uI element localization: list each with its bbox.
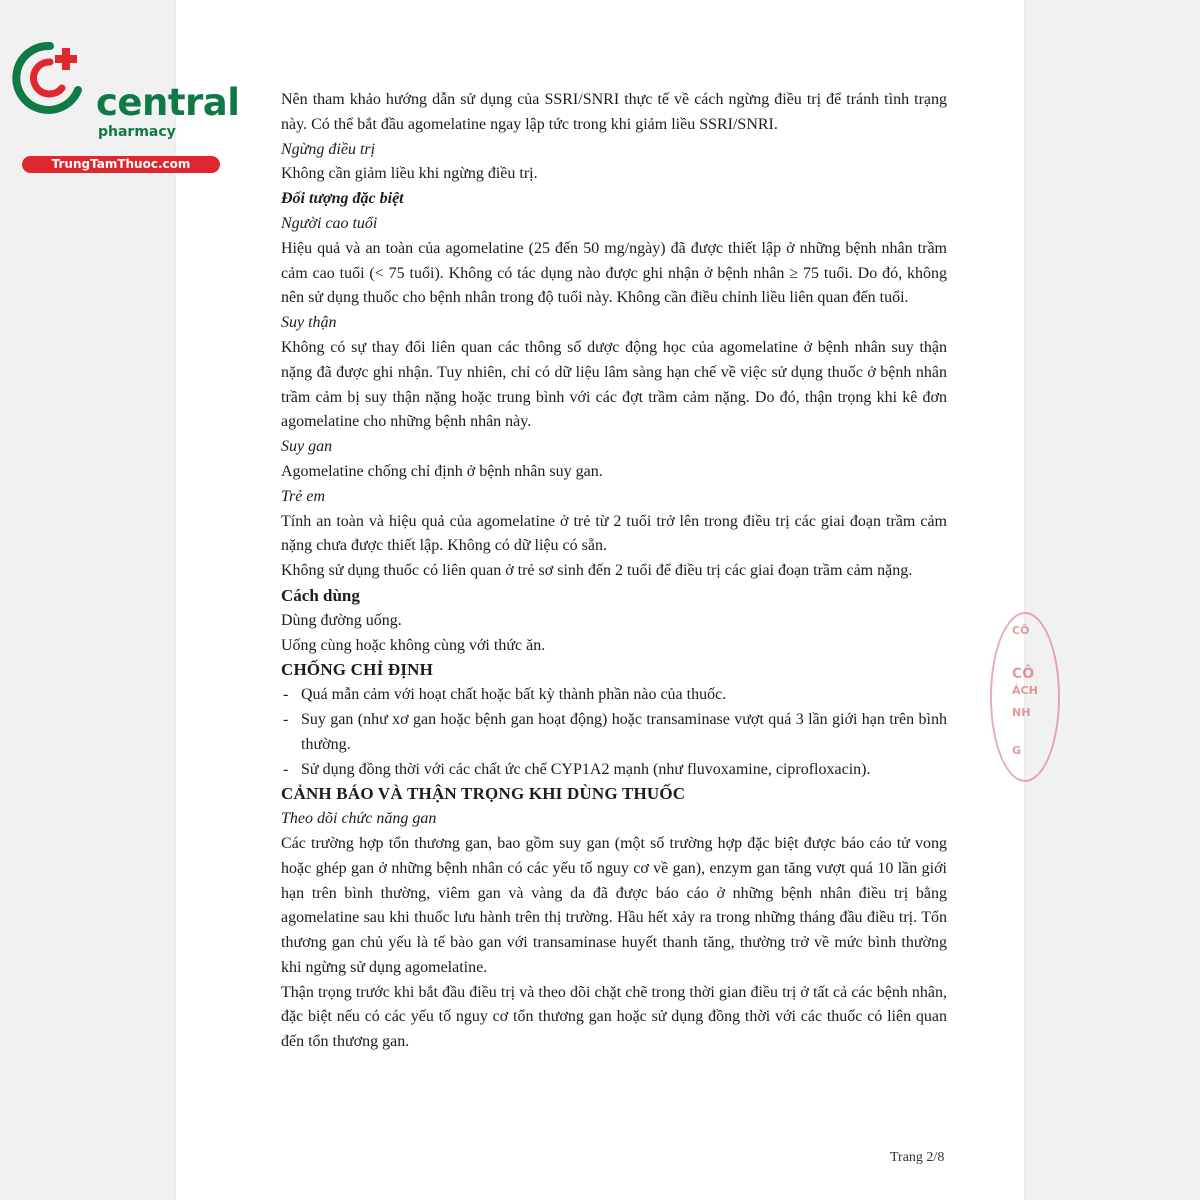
paragraph: Hiệu quả và an toàn của agomelatine (25 đến 50 mg/ngày) đã được thiết lập ở những bệnh nhân trầm cảm cao tuổi (< 75 tuổi). Không có tác dụng nào được ghi nhận ở bệnh nhân ≥ 75 tuổi. Do đó, không nên sử dụng thuốc cho bệnh nhân trong độ tuổi này. Không cần điều chỉnh liều liên quan đến tuổi. [281,239,947,307]
subheading-ngung-dieu-tri: Ngừng điều trị [281,140,376,158]
heading-canh-bao: CẢNH BÁO VÀ THẬN TRỌNG KHI DÙNG THUỐC [281,784,686,804]
central-pharmacy-logo[interactable] [10,38,240,171]
paragraph: Dùng đường uống. [281,611,402,629]
list-item: - Suy gan (như xơ gan hoặc bệnh gan hoạt động) hoặc transaminase vượt quá 3 lần giới hạn trên bình thường. [281,708,947,758]
subheading-suy-gan: Suy gan [281,438,333,456]
stamp-text: CÔ [1012,666,1035,682]
stamp-text: G [1012,744,1022,757]
list-item: - Quá mẫn cảm với hoạt chất hoặc bất kỳ thành phần nào của thuốc. [281,683,947,708]
stamp-text: CÔ [1012,624,1030,637]
subheading-theo-doi-chuc-nang-gan: Theo dõi chức năng gan [281,810,437,828]
paragraph: Thận trọng trước khi bắt đầu điều trị và theo dõi chặt chẽ trong thời gian điều trị ở tất cả các bệnh nhân, đặc biệt nếu có các yếu tố nguy cơ tổn thương gan hoặc sử dụng đồng thời với các thuốc có liên quan đến tổn thương gan. [281,983,947,1051]
paragraph: Agomelatine chống chỉ định ở bệnh nhân suy gan. [281,462,603,480]
subheading-suy-than: Suy thận [281,314,337,332]
logo-subtitle: pharmacy [98,124,176,140]
stamp-text: NH [1012,706,1031,719]
paragraph: Nên tham khảo hướng dẫn sử dụng của SSRI/SNRI thực tế về cách ngừng điều trị để tránh tình trạng này. Có thể bắt đầu agomelatine ngay lập tức trong khi giảm liều SSRI/SNRI. [281,91,947,133]
heading-doi-tuong-dac-biet: Đối tượng đặc biệt [281,190,404,208]
paragraph: Không cần giảm liều khi ngừng điều trị. [281,165,538,183]
page-number: Trang 2/8 [890,1150,945,1165]
heading-cach-dung: Cách dùng [281,585,360,605]
document-body [281,88,947,1055]
contraindication-list [281,683,947,782]
logo-name: central [96,81,240,124]
list-item: - Sử dụng đồng thời với các chất ức chế CYP1A2 mạnh (như fluvoxamine, ciprofloxacin). [281,758,947,783]
paragraph: Không có sự thay đổi liên quan các thông số dược động học của agomelatine ở bệnh nhân suy thận nặng đã được ghi nhận. Tuy nhiên, chỉ có dữ liệu lâm sàng hạn chế về việc sử dụng thuốc ở bệnh nhân trầm cảm bị suy thận nặng hoặc trung bình với các đợt trầm cảm nặng. Do đó, thận trọng khi kê đơn agomelatine cho những bệnh nhân này. [281,338,947,431]
subheading-tre-em: Trẻ em [281,487,325,505]
logo-url: TrungTamThuoc.com [22,156,220,173]
subheading-nguoi-cao-tuoi: Người cao tuổi [281,214,378,232]
paragraph: Uống cùng hoặc không cùng với thức ăn. [281,636,546,654]
pharmacy-cross-icon [10,38,96,118]
heading-chong-chi-dinh: CHỐNG CHỈ ĐỊNH [281,660,434,680]
paragraph: Các trường hợp tổn thương gan, bao gồm suy gan (một số trường hợp đặc biệt được báo cáo tử vong hoặc ghép gan ở những bệnh nhân có các yếu tố nguy cơ về gan), enzym gan tăng vượt quá 10 lần giới hạn trên bình thường, viêm gan và vàng da đã được báo cáo ở những bệnh nhân điều trị bằng agomelatine sau khi thuốc lưu hành trên thị trường. Hầu hết xảy ra trong những tháng đầu điều trị. Tổn thương gan chủ yếu là tế bào gan với transaminase huyết thanh tăng, thường trở về mức bình thường khi ngừng sử dụng agomelatine. [281,834,947,976]
paragraph: Tính an toàn và hiệu quả của agomelatine ở trẻ từ 2 tuổi trở lên trong điều trị các giai đoạn trầm cảm nặng chưa được thiết lập. Không có dữ liệu có sẵn. [281,512,947,555]
stamp-fragment [990,612,1060,782]
stamp-text: ÁCH [1012,684,1038,697]
paragraph: Không sử dụng thuốc có liên quan ở trẻ sơ sinh đến 2 tuổi để điều trị các giai đoạn trầm cảm nặng. [281,562,913,580]
